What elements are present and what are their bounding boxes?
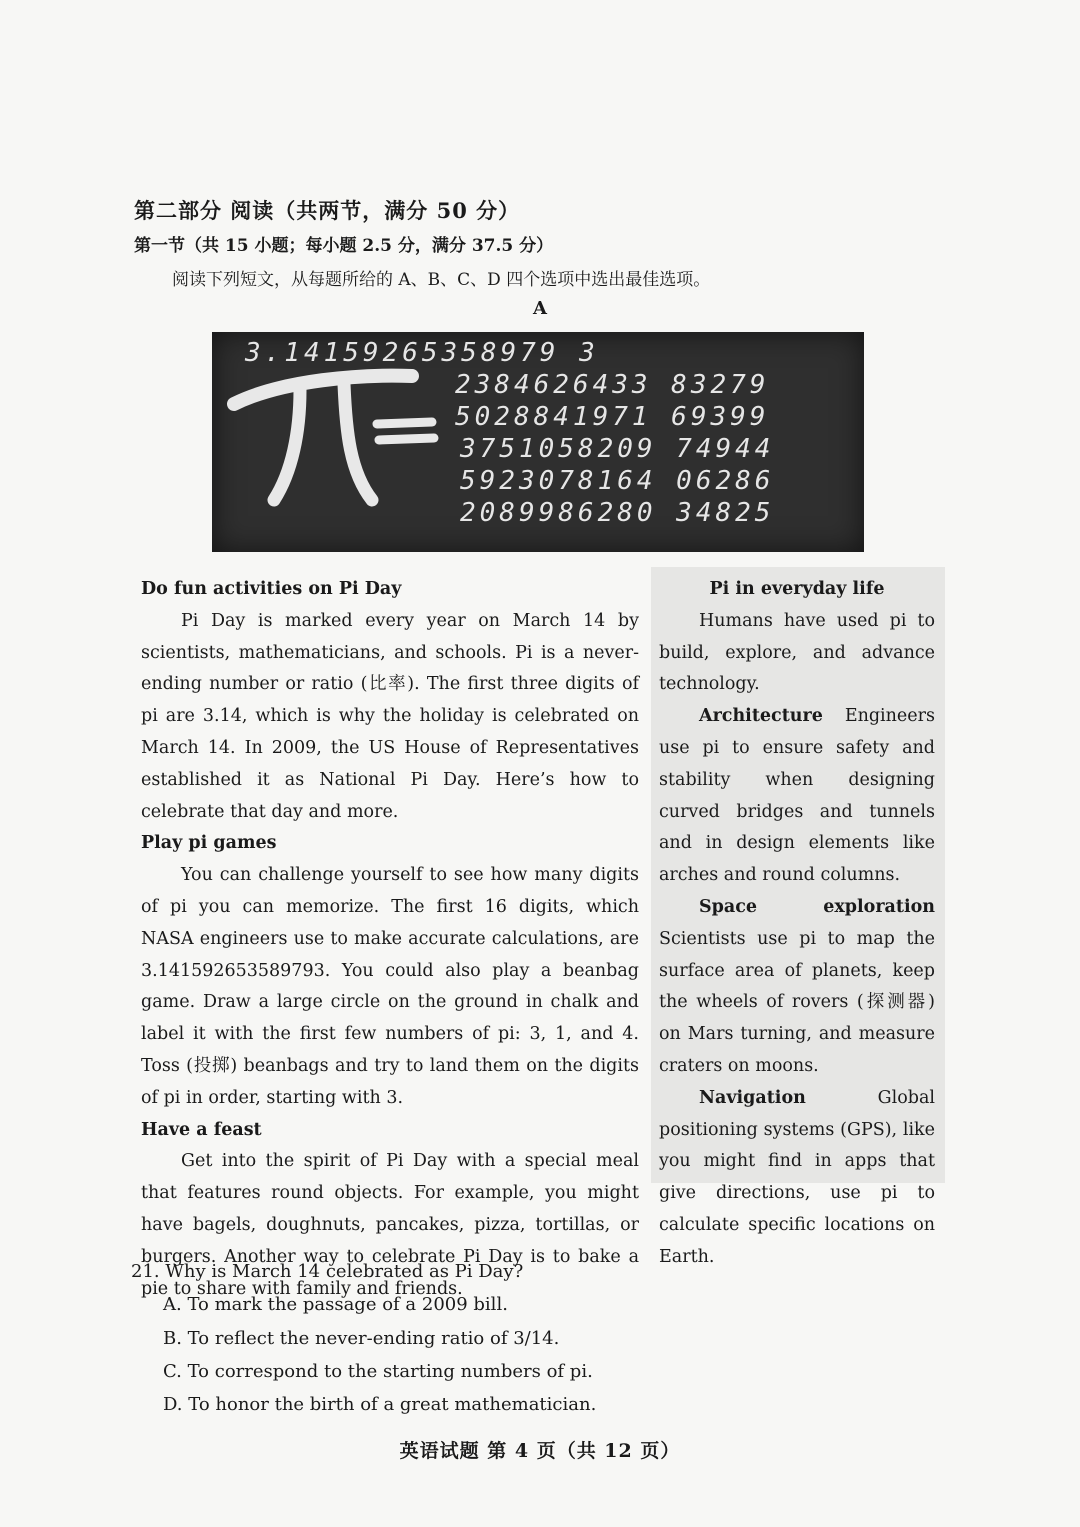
pi-digit-row: 3751058209 74944 [460,434,775,464]
sidebar-intro: Humans have used pi to build, explore, and advance technology. [659,610,935,695]
space-text: Scientists use pi to map the surface area of planets, keep the wheels of rovers (探测器) on Mars turning, and measure craters on moons. [659,928,935,1076]
main-passage [141,574,639,1305]
navigation-text: Global positioning systems (GPS), like you might find in apps that give directions, use pi to calculate specific locations on Earth. [659,1087,935,1267]
intro-paragraph: Pi Day is marked every year on March 14 by scientists, mathematicians, and schools. Pi is a never-ending number or ratio (比率). The first three digits of pi are 3.14, which is why the holiday is celebrated on March 14. In 2009, the US House of Representatives established it as National Pi Day. Here’s how to celebrate that day and more. [141,610,639,822]
feast-heading: Have a feast [141,1119,262,1140]
space-term: Space exploration [699,896,935,917]
sidebar-space [659,892,935,1083]
feast-paragraph: Get into the spirit of Pi Day with a special meal that features round objects. For example, you might have bagels, doughnuts, pancakes, pizza, tortillas, or burgers. Another way to celebrate Pi Day is to bake a pie to share with family and friends. [141,1151,639,1299]
page-footer: 英语试题 第 4 页（共 12 页） [399,1440,681,1462]
pi-digit-row: 5923078164 06286 [460,466,775,496]
pi-digit-row: 2384626433 83279 [455,370,770,400]
architecture-term: Architecture [699,706,823,727]
question-21 [131,1255,596,1421]
option-b[interactable]: B. To reflect the never-ending ratio of 3/14. [163,1327,560,1349]
option-c[interactable]: C. To correspond to the starting numbers of pi. [163,1360,593,1382]
passage-letter: A [533,298,547,319]
section-title: 第二部分 阅读（共两节，满分 50 分） [134,198,521,223]
sidebar-title: Pi in everyday life [709,579,885,599]
games-paragraph: You can challenge yourself to see how many digits of pi you can memorize. The first 16 digits, which NASA engineers use to make accurate calculations, are 3.141592653589793. You could also play a beanbag game. Draw a large circle on the ground in chalk and label it with the first few numbers of pi: 3, 1, and 4. Toss (投掷) beanbags and try to land them on the digits of pi in order, starting with 3. [141,865,639,1108]
option-d[interactable]: D. To honor the birth of a great mathematician. [163,1394,597,1416]
sidebar-architecture [659,701,935,892]
pi-digit-row: 5028841971 69399 [455,402,770,432]
option-a[interactable]: A. To mark the passage of a 2009 bill. [163,1294,508,1316]
navigation-term: Navigation [699,1087,806,1108]
subsection-title: 第一节（共 15 小题；每小题 2.5 分，满分 37.5 分） [134,236,554,256]
pi-digit-row: 2089986280 34825 [460,498,775,528]
passage-heading: Do fun activities on Pi Day [141,579,402,599]
games-heading: Play pi games [141,833,277,854]
instruction-text: 阅读下列短文，从每题所给的 A、B、C、D 四个选项中选出最佳选项。 [172,270,711,290]
sidebar-box [651,567,945,1267]
sidebar-navigation [659,1083,935,1274]
pi-digit-row: 3.14159265358979 3 [245,338,599,368]
question-stem: 21. Why is March 14 celebrated as Pi Day? [131,1261,524,1282]
architecture-text: Engineers use pi to ensure safety and stability when designing curved bridges and tunnels and in design elements like arches and round columns. [659,706,935,886]
